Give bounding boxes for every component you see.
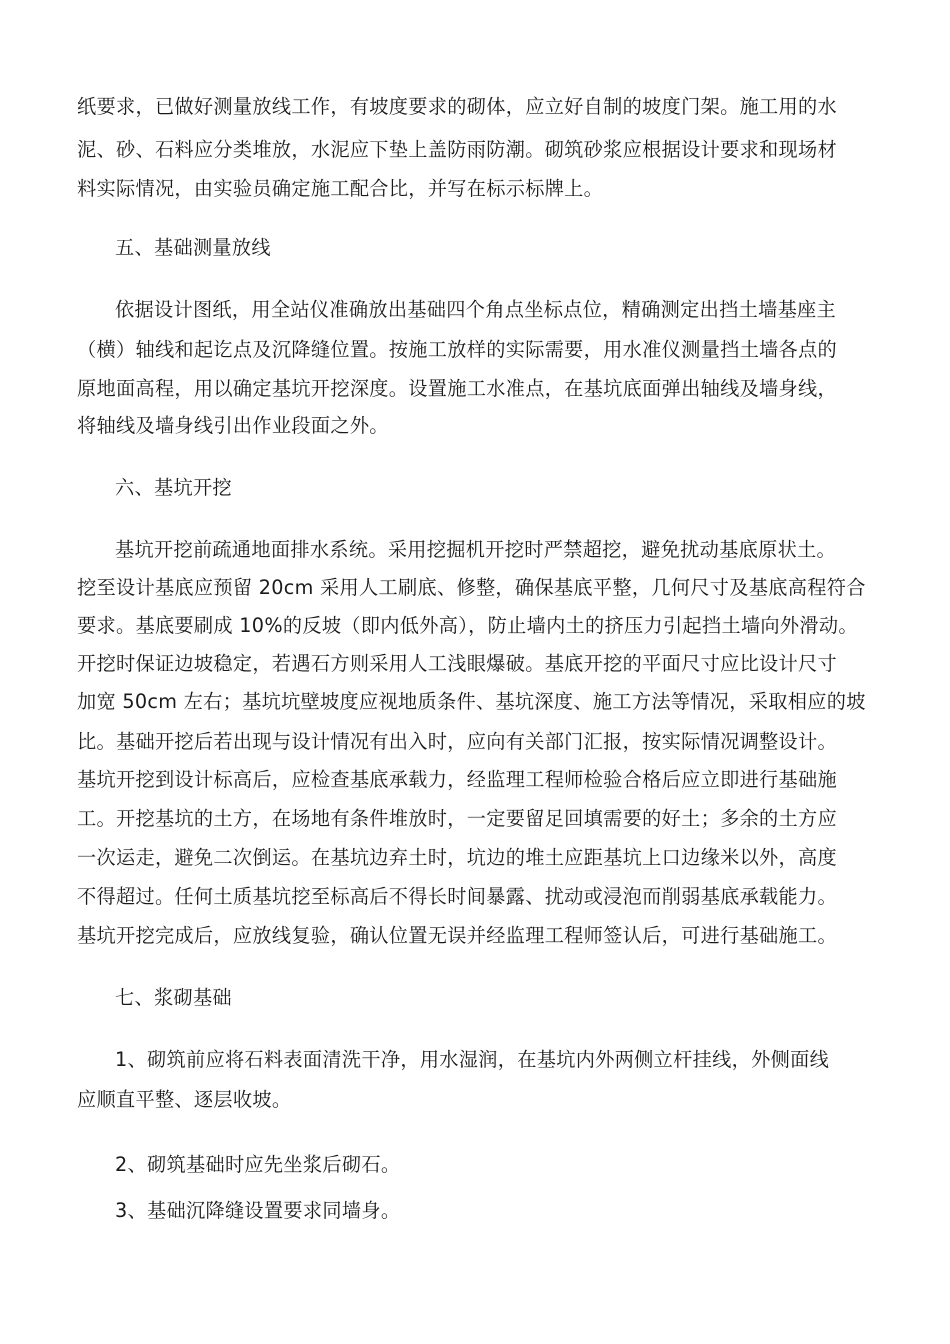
section5-line-2: （横）轴线和起讫点及沉降缝位置。按施工放样的实际需要，用水准仪测量挡土墙各点的 [77, 338, 838, 361]
section6-line-9: 一次运走，避免二次倒运。在基坑边弃土时，坑边的堆土应距基坑上口边缘米以外，高度 [77, 846, 838, 869]
section6-line-8: 工。开挖基坑的土方，在场地有条件堆放时，一定要留足回填需要的好土；多余的土方应 [77, 807, 838, 830]
section6-line-10: 不得超过。任何土质基坑挖至标高后不得长时间暴露、扰动或浸泡而削弱基底承载能力。 [77, 885, 838, 908]
section-heading-7: 七、浆砌基础 [115, 986, 232, 1009]
section6-line-7: 基坑开挖到设计标高后，应检查基底承载力，经监理工程师检验合格后应立即进行基础施 [77, 768, 838, 791]
section7-item-2: 2、砌筑基础时应先坐浆后砌石。 [115, 1153, 401, 1176]
section6-line-4: 开挖时保证边坡稳定，若遇石方则采用人工浅眼爆破。基底开挖的平面尺寸应比设计尺寸 [77, 652, 838, 675]
section6-line-6: 比。基础开挖后若出现与设计情况有出入时，应向有关部门汇报，按实际情况调整设计。 [77, 730, 838, 753]
section6-line-1: 基坑开挖前疏通地面排水系统。采用挖掘机开挖时严禁超挖，避免扰动基底原状土。 [115, 538, 837, 561]
section6-line-2: 挖至设计基底应预留 20cm 采用人工刷底、修整，确保基底平整，几何尺寸及基底高程符合 [77, 576, 866, 599]
section5-line-1: 依据设计图纸，用全站仪准确放出基础四个角点坐标点位，精确测定出挡土墙基座主 [115, 298, 837, 321]
section-heading-6: 六、基坑开挖 [115, 476, 232, 499]
intro-line-1: 纸要求，已做好测量放线工作，有坡度要求的砌体，应立好自制的坡度门架。施工用的水 [77, 95, 838, 118]
section7-item-3: 3、基础沉降缝设置要求同墙身。 [115, 1199, 401, 1222]
section6-line-5: 加宽 50cm 左右；基坑坑壁坡度应视地质条件、基坑深度、施工方法等情况，采取相应的坡 [77, 690, 866, 713]
intro-line-3: 料实际情况，由实验员确定施工配合比，并写在标示标牌上。 [77, 177, 604, 200]
intro-line-2: 泥、砂、石料应分类堆放，水泥应下垫上盖防雨防潮。砌筑砂浆应根据设计要求和现场材 [77, 138, 838, 161]
section-heading-5: 五、基础测量放线 [115, 236, 271, 259]
section7-item-1-line-2: 应顺直平整、逐层收坡。 [77, 1088, 292, 1111]
section5-line-3: 原地面高程，用以确定基坑开挖深度。设置施工水准点，在基坑底面弹出轴线及墙身线， [77, 377, 838, 400]
section6-line-3: 要求。基底要刷成 10%的反坡（即内低外高），防止墙内土的挤压力引起挡土墙向外滑动。 [77, 614, 858, 637]
section5-line-4: 将轴线及墙身线引出作业段面之外。 [77, 414, 389, 437]
section7-item-1-line-1: 1、砌筑前应将石料表面清洗干净，用水湿润，在基坑内外两侧立杆挂线，外侧面线 [115, 1048, 830, 1071]
section6-line-11: 基坑开挖完成后，应放线复验，确认位置无误并经监理工程师签认后，可进行基础施工。 [77, 924, 838, 947]
